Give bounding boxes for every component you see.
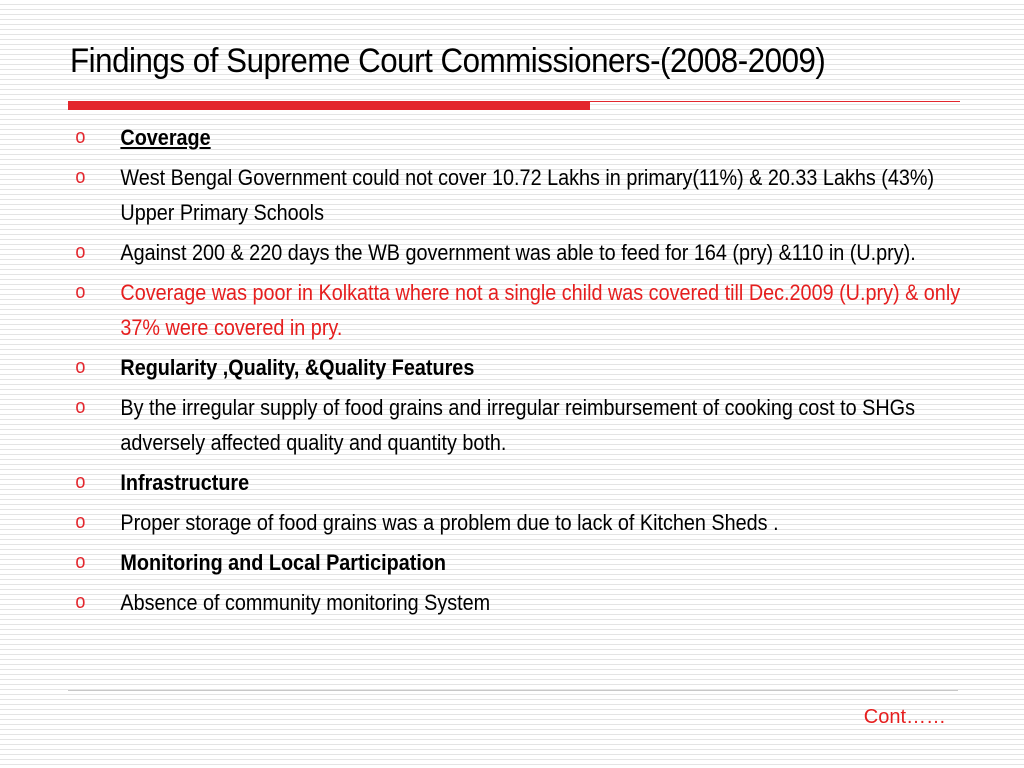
bullet-text-highlight: Coverage was poor in Kolkatta where not a single child was covered till Dec.2009 (U.pry) & only 37% were covered in pry. [120, 280, 961, 340]
title-underline-thick [68, 101, 590, 110]
bullet-item [70, 465, 984, 500]
bullet-item [70, 235, 984, 270]
bullet-marker-icon: o [75, 166, 86, 188]
slide-title: Findings of Supreme Court Commissioners-(2008-2009) [70, 42, 826, 80]
bullet-text: Against 200 & 220 days the WB government was able to feed for 164 (pry) &110 in (U.pry). [120, 240, 916, 265]
bullet-text: West Bengal Government could not cover 10.72 Lakhs in primary(11%) & 20.33 Lakhs (43%) Upper Primary Schools [120, 165, 935, 225]
bullet-marker-icon: o [75, 471, 86, 493]
bullet-marker-icon: o [75, 126, 86, 148]
bullet-marker-icon: o [75, 591, 86, 613]
heading-infrastructure: Infrastructure [120, 470, 250, 495]
bullet-item [70, 160, 984, 230]
bullet-item [70, 275, 984, 345]
title-underline-thin [590, 101, 960, 102]
bullet-item [70, 120, 984, 155]
bullet-text: Absence of community monitoring System [120, 590, 491, 615]
bullet-marker-icon: o [75, 241, 86, 263]
bullet-item [70, 545, 984, 580]
bullet-text: Proper storage of food grains was a problem due to lack of Kitchen Sheds . [120, 510, 779, 535]
heading-regularity: Regularity ,Quality, &Quality Features [120, 355, 475, 380]
bullet-item [70, 350, 984, 385]
bullet-item [70, 585, 984, 620]
heading-coverage: Coverage [120, 125, 211, 150]
bullet-marker-icon: o [75, 356, 86, 378]
continued-label: Cont…… [863, 706, 946, 728]
heading-monitoring: Monitoring and Local Participation [120, 550, 447, 575]
bullet-item [70, 390, 984, 460]
bullet-text: By the irregular supply of food grains and irregular reimbursement of cooking cost to SHGs adversely affected quality and quantity both. [120, 395, 915, 455]
bullet-marker-icon: o [75, 511, 86, 533]
bullet-marker-icon: o [75, 551, 86, 573]
bullet-marker-icon: o [75, 396, 86, 418]
bullet-list [70, 120, 961, 625]
footer-divider [68, 690, 958, 691]
bullet-item [70, 505, 984, 540]
bullet-marker-icon: o [75, 281, 86, 303]
